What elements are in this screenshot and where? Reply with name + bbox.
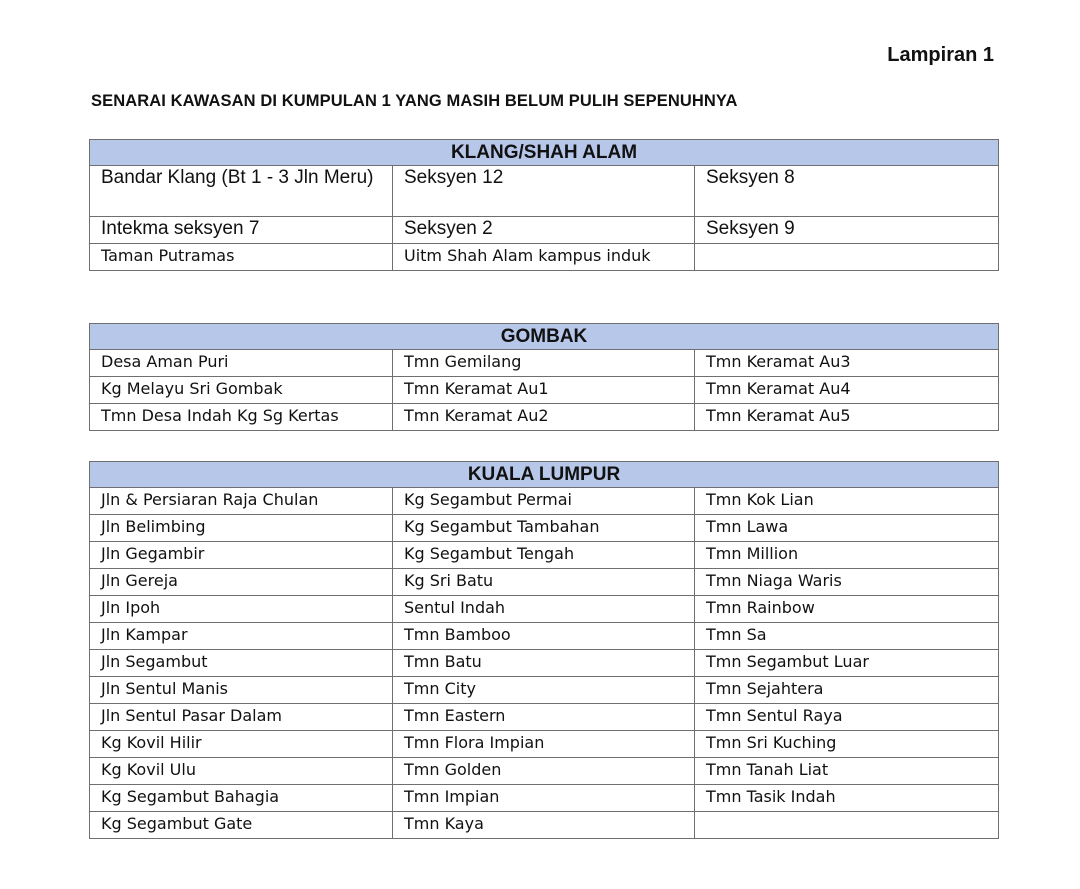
table-cell: Kg Segambut Tambahan (393, 515, 695, 542)
table-cell: Jln Gegambir (90, 542, 393, 569)
table-row (90, 350, 999, 377)
table-cell: Tmn Tanah Liat (695, 758, 999, 785)
table-cell: Bandar Klang (Bt 1 - 3 Jln Meru) (90, 166, 393, 217)
table-heading: GOMBAK (90, 324, 999, 350)
table-cell: Tmn Rainbow (695, 596, 999, 623)
table-cell: Jln Sentul Manis (90, 677, 393, 704)
table-cell: Kg Segambut Tengah (393, 542, 695, 569)
table-row (90, 731, 999, 758)
table-cell: Tmn Keramat Au5 (695, 404, 999, 431)
table-cell: Jln Segambut (90, 650, 393, 677)
table-cell: Tmn Kok Lian (695, 488, 999, 515)
table-cell: Tmn Niaga Waris (695, 569, 999, 596)
table-row (90, 623, 999, 650)
table-heading: KLANG/SHAH ALAM (90, 140, 999, 166)
gombak-table (89, 323, 999, 431)
table-cell: Intekma seksyen 7 (90, 217, 393, 244)
table-cell: Tmn Flora Impian (393, 731, 695, 758)
table-cell: Tmn Lawa (695, 515, 999, 542)
document-title: SENARAI KAWASAN DI KUMPULAN 1 YANG MASIH BELUM PULIH SEPENUHNYA (91, 92, 738, 110)
table-cell: Kg Melayu Sri Gombak (90, 377, 393, 404)
table-cell: Kg Kovil Hilir (90, 731, 393, 758)
table-cell: Jln Kampar (90, 623, 393, 650)
table-row (90, 542, 999, 569)
table-row (90, 404, 999, 431)
table-row (90, 377, 999, 404)
table-cell: Tmn Golden (393, 758, 695, 785)
table-cell: Tmn Tasik Indah (695, 785, 999, 812)
table-row (90, 758, 999, 785)
table-row (90, 596, 999, 623)
table-cell: Tmn Impian (393, 785, 695, 812)
table-cell: Tmn Sa (695, 623, 999, 650)
table-cell: Tmn Eastern (393, 704, 695, 731)
table-cell: Seksyen 2 (393, 217, 695, 244)
table-row (90, 785, 999, 812)
table-cell (695, 812, 999, 839)
table-cell: Kg Segambut Gate (90, 812, 393, 839)
table-cell: Tmn Gemilang (393, 350, 695, 377)
table-row (90, 244, 999, 271)
table-cell: Jln & Persiaran Raja Chulan (90, 488, 393, 515)
table-row (90, 166, 999, 217)
table-row (90, 217, 999, 244)
table-cell: Kg Segambut Permai (393, 488, 695, 515)
table-cell (695, 244, 999, 271)
table-row (90, 812, 999, 839)
table-row (90, 488, 999, 515)
table-row (90, 650, 999, 677)
table-cell: Tmn Keramat Au3 (695, 350, 999, 377)
table-cell: Jln Sentul Pasar Dalam (90, 704, 393, 731)
table-heading: KUALA LUMPUR (90, 462, 999, 488)
klang-shah-alam-table (89, 139, 999, 271)
table-cell: Kg Segambut Bahagia (90, 785, 393, 812)
table-cell: Tmn Keramat Au2 (393, 404, 695, 431)
table-cell: Jln Gereja (90, 569, 393, 596)
table-cell: Tmn Sentul Raya (695, 704, 999, 731)
table-cell: Tmn City (393, 677, 695, 704)
table-row (90, 515, 999, 542)
table-cell: Tmn Desa Indah Kg Sg Kertas (90, 404, 393, 431)
attachment-label: Lampiran 1 (887, 44, 994, 66)
table-cell: Seksyen 9 (695, 217, 999, 244)
table-cell: Taman Putramas (90, 244, 393, 271)
table-cell: Kg Sri Batu (393, 569, 695, 596)
table-cell: Seksyen 8 (695, 166, 999, 217)
table-cell: Uitm Shah Alam kampus induk (393, 244, 695, 271)
table-cell: Tmn Sri Kuching (695, 731, 999, 758)
table-cell: Desa Aman Puri (90, 350, 393, 377)
table-row (90, 704, 999, 731)
table-row (90, 677, 999, 704)
table-cell: Tmn Kaya (393, 812, 695, 839)
kuala-lumpur-table (89, 461, 999, 839)
table-cell: Jln Ipoh (90, 596, 393, 623)
table-row (90, 569, 999, 596)
table-cell: Tmn Bamboo (393, 623, 695, 650)
table-cell: Kg Kovil Ulu (90, 758, 393, 785)
table-cell: Jln Belimbing (90, 515, 393, 542)
table-cell: Tmn Million (695, 542, 999, 569)
table-cell: Tmn Sejahtera (695, 677, 999, 704)
table-cell: Seksyen 12 (393, 166, 695, 217)
table-cell: Tmn Batu (393, 650, 695, 677)
table-cell: Tmn Segambut Luar (695, 650, 999, 677)
table-cell: Tmn Keramat Au4 (695, 377, 999, 404)
table-cell: Tmn Keramat Au1 (393, 377, 695, 404)
table-cell: Sentul Indah (393, 596, 695, 623)
